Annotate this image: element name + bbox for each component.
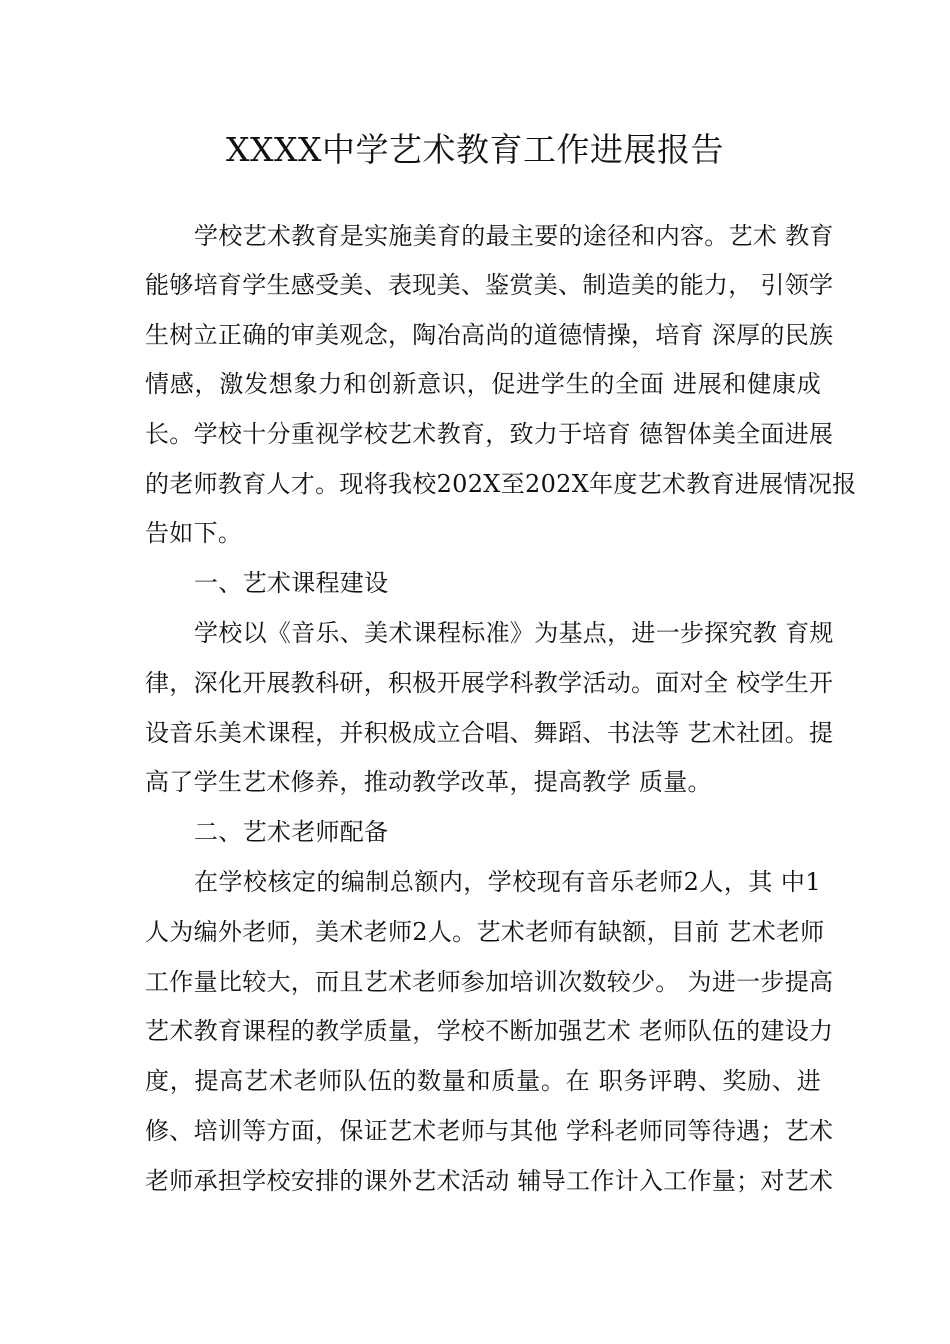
paragraph-line: 修、培训等方面，保证艺术老师与其他 学科老师同等待遇；艺术 xyxy=(145,1117,834,1145)
paragraph-line: 在学校核定的编制总额内，学校现有音乐老师2人，其 中1 xyxy=(194,868,821,896)
paragraph-line: 老师承担学校安排的课外艺术活动 辅导工作计入工作量；对艺术 xyxy=(145,1167,834,1195)
paragraph-line: 人为编外老师，美术老师2人。艺术老师有缺额，目前 艺术老师 xyxy=(145,918,825,946)
paragraph-line: 长。学校十分重视学校艺术教育，致力于培育 德智体美全面进展 xyxy=(145,420,834,448)
paragraph-line: 学校以《音乐、美术课程标准》为基点，进一步探究教 育规 xyxy=(194,619,834,647)
paragraph-line: 高了学生艺术修养，推动教学改革，提高教学 质量。 xyxy=(145,768,712,796)
paragraph-line: 艺术教育课程的教学质量，学校不断加强艺术 老师队伍的建设力 xyxy=(145,1017,834,1045)
document-title: XXXX中学艺术教育工作进展报告 xyxy=(226,130,724,169)
paragraph-line: 度，提高艺术老师队伍的数量和质量。在 职务评聘、奖励、进 xyxy=(145,1067,821,1095)
section-heading: 二、艺术老师配备 xyxy=(194,818,389,846)
paragraph-line: 工作量比较大，而且艺术老师参加培训次数较少。 为进一步提高 xyxy=(145,968,834,996)
paragraph-line: 告如下。 xyxy=(145,519,243,547)
paragraph-line: 设音乐美术课程，并积极成立合唱、舞蹈、书法等 艺术社团。提 xyxy=(145,719,834,747)
paragraph-line: 生树立正确的审美观念，陶冶高尚的道德情操，培育 深厚的民族 xyxy=(145,321,834,349)
paragraph-line: 律，深化开展教科研，积极开展学科教学活动。面对全 校学生开 xyxy=(145,669,834,697)
paragraph-line: 情感，激发想象力和创新意识，促进学生的全面 进展和健康成 xyxy=(145,370,821,398)
section-heading: 一、艺术课程建设 xyxy=(194,569,389,597)
paragraph-line: 学校艺术教育是实施美育的最主要的途径和内容。艺术 教育 xyxy=(194,222,834,250)
paragraph-line: 能够培育学生感受美、表现美、鉴赏美、制造美的能力， 引领学 xyxy=(145,271,834,299)
paragraph-line: 的老师教育人才。现将我校202X至202X年度艺术教育进展情况报 xyxy=(145,470,857,498)
